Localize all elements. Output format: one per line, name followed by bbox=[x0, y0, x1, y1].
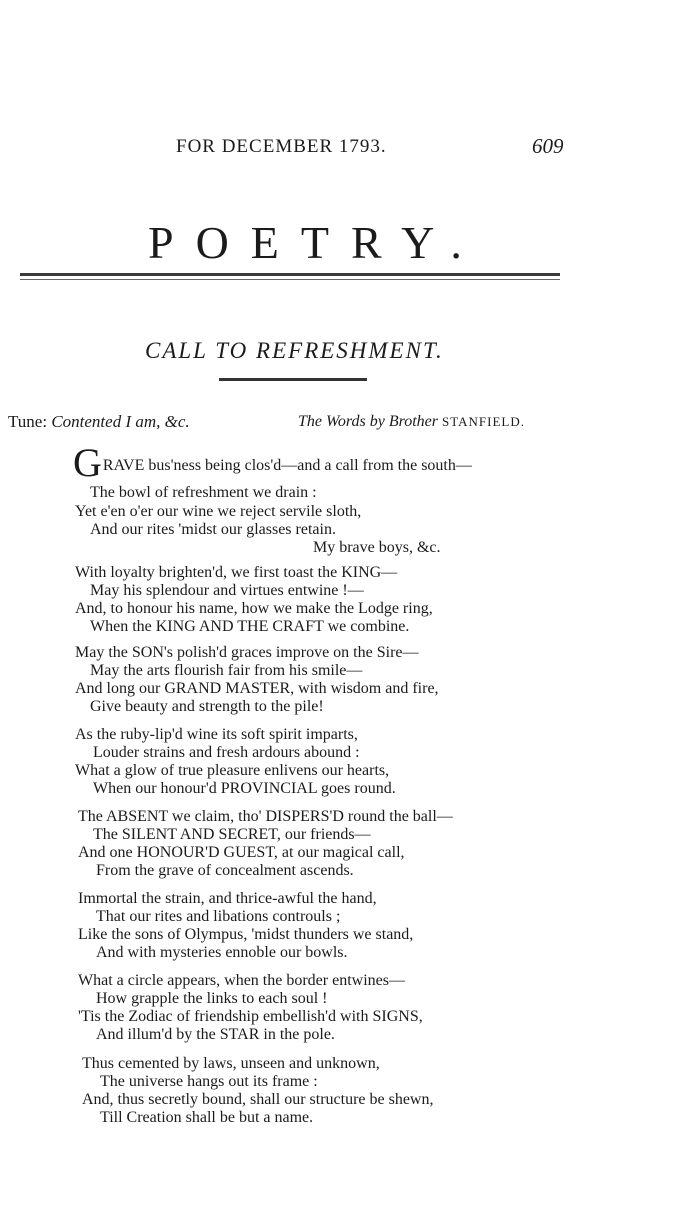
drop-cap: G bbox=[73, 440, 102, 485]
verse-line: And with mysteries ennoble our bowls. bbox=[96, 944, 348, 961]
tune-name: Contented I am, &c. bbox=[51, 412, 190, 431]
section-rule-thin bbox=[20, 279, 560, 280]
verse-line: And, to honour his name, how we make the Lodge ring, bbox=[75, 600, 433, 617]
verse-line: Like the sons of Olympus, 'midst thunders we stand, bbox=[78, 926, 414, 943]
verse-line: May the arts flourish fair from his smile— bbox=[90, 662, 363, 679]
verse-line: And long our GRAND MASTER, with wisdom and fire, bbox=[75, 680, 439, 697]
verse-line: As the ruby-lip'd wine its soft spirit imparts, bbox=[75, 726, 358, 743]
verse-line: The ABSENT we claim, tho' DISPERS'D round the ball— bbox=[78, 808, 453, 825]
verse-line: With loyalty brighten'd, we first toast the KING— bbox=[75, 564, 398, 581]
verse-line: Yet e'en o'er our wine we reject servile sloth, bbox=[75, 503, 362, 520]
words-attribution bbox=[298, 413, 525, 431]
verse-line: When the KING AND THE CRAFT we combine. bbox=[90, 618, 410, 635]
verse-line: Immortal the strain, and thrice-awful the hand, bbox=[78, 890, 377, 907]
section-rule-thick bbox=[20, 273, 560, 276]
verse-line: May his splendour and virtues entwine !— bbox=[90, 582, 364, 599]
verse-line: The universe hangs out its frame : bbox=[100, 1073, 318, 1090]
verse-line: May the SON's polish'd graces improve on the Sire— bbox=[75, 644, 419, 661]
tune-label: Tune: bbox=[8, 412, 48, 431]
verse-line: That our rites and libations controuls ; bbox=[96, 908, 341, 925]
verse-line: And one HONOUR'D GUEST, at our magical call, bbox=[78, 844, 405, 861]
verse-line: What a circle appears, when the border entwines— bbox=[78, 972, 405, 989]
verse-line: 'Tis the Zodiac of friendship embellish'd with SIGNS, bbox=[78, 1008, 423, 1025]
verse-line: GRAVE bus'ness being clos'd—and a call from the south— bbox=[73, 440, 472, 485]
running-head: FOR DECEMBER 1793. bbox=[176, 136, 387, 157]
verse-line: Till Creation shall be but a name. bbox=[100, 1109, 314, 1126]
verse-line: The bowl of refreshment we drain : bbox=[90, 484, 317, 501]
verse-line: And, thus secretly bound, shall our structure be shewn, bbox=[82, 1091, 434, 1108]
verse-line: And our rites 'midst our glasses retain. bbox=[90, 521, 336, 538]
verse-line: What a glow of true pleasure enlivens our hearts, bbox=[75, 762, 390, 779]
words-prefix: The Words by Brother bbox=[298, 413, 438, 430]
verse-line: The SILENT AND SECRET, our friends— bbox=[93, 826, 371, 843]
verse-line: Thus cemented by laws, unseen and unknown, bbox=[82, 1055, 380, 1072]
refrain-line: My brave boys, &c. bbox=[313, 539, 441, 556]
verse-line: And illum'd by the STAR in the pole. bbox=[96, 1026, 335, 1043]
author-name: STANFIELD. bbox=[442, 414, 525, 429]
verse-line: How grapple the links to each soul ! bbox=[96, 990, 328, 1007]
verse-line: Louder strains and fresh ardours abound : bbox=[93, 744, 360, 761]
verse-line: When our honour'd PROVINCIAL goes round. bbox=[93, 780, 396, 797]
verse-line: From the grave of concealment ascends. bbox=[96, 862, 354, 879]
section-title: POETRY. bbox=[148, 217, 484, 268]
title-rule bbox=[219, 378, 367, 381]
page-number: 609 bbox=[532, 134, 564, 158]
verse-line: Give beauty and strength to the pile! bbox=[90, 698, 324, 715]
poem-title: CALL TO REFRESHMENT. bbox=[145, 338, 444, 363]
tune-line bbox=[8, 412, 190, 432]
